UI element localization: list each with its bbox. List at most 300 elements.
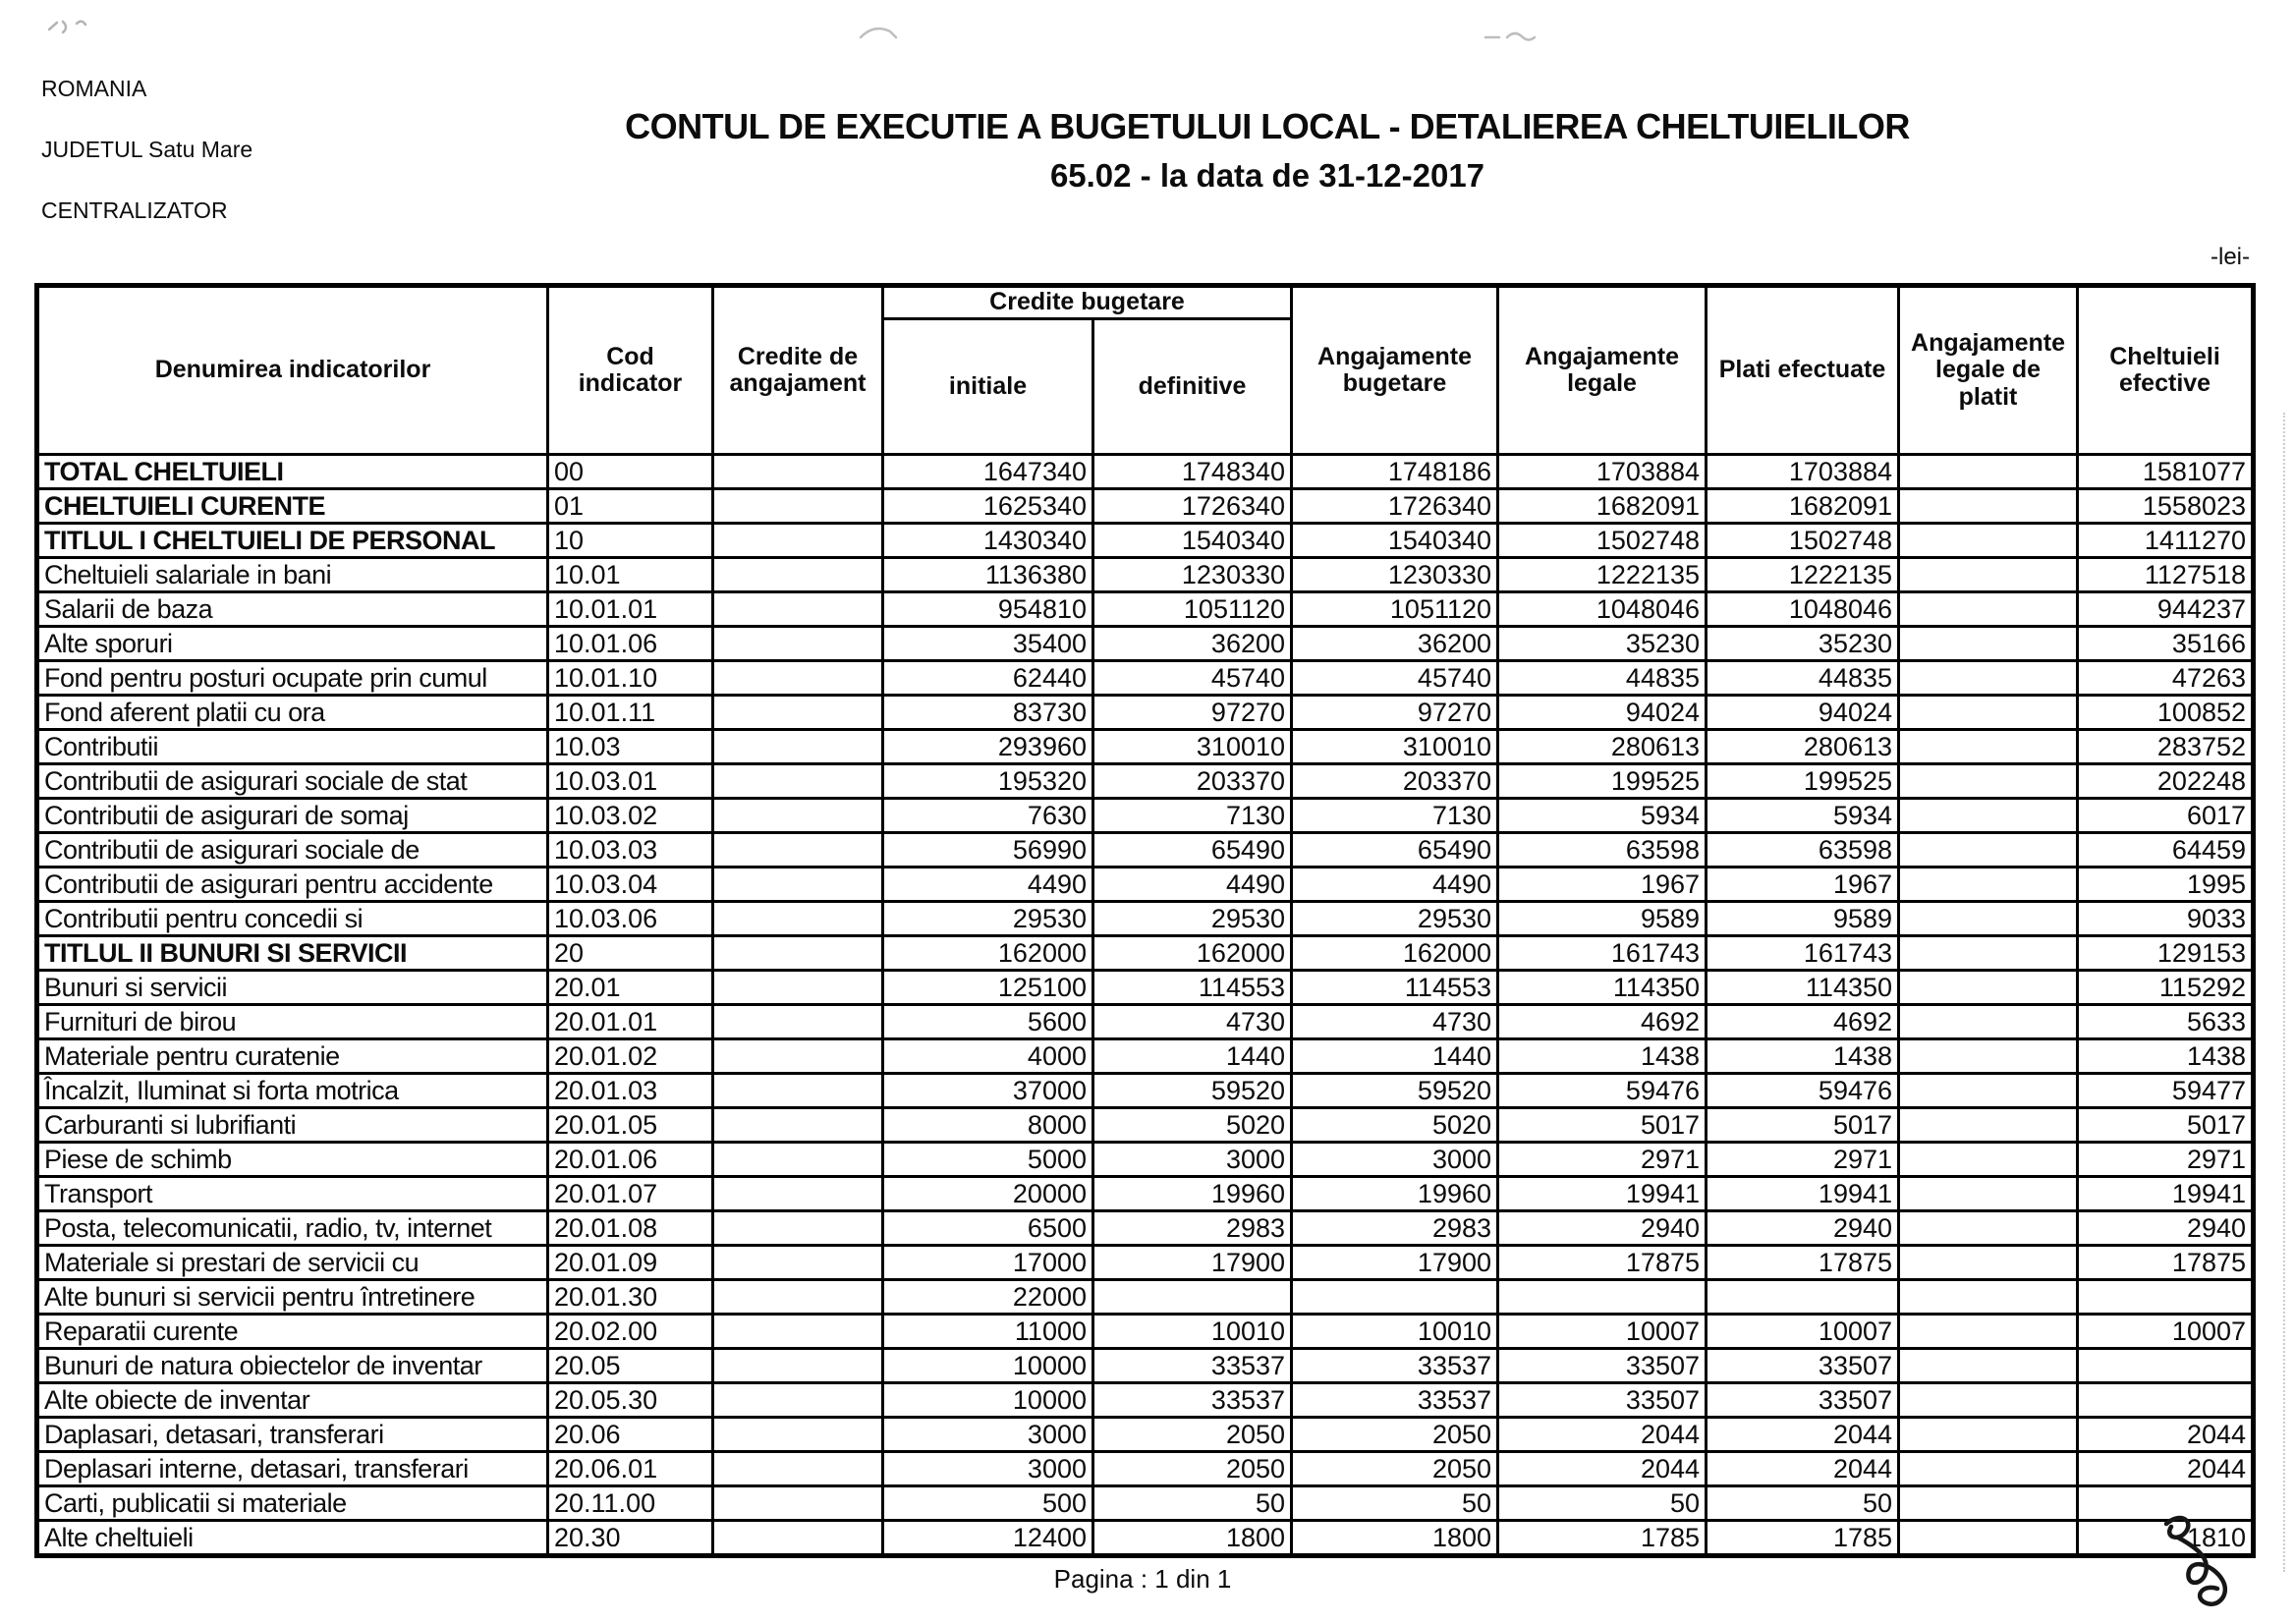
value-cell-angajamente_legale: 1703884 bbox=[1498, 455, 1707, 489]
value-cell-angajamente_legale: 33507 bbox=[1498, 1349, 1707, 1383]
table-row bbox=[37, 524, 2254, 558]
value-cell-cheltuieli_efective: 129153 bbox=[2078, 936, 2254, 971]
value-cell-angajamente_bugetare: 2050 bbox=[1292, 1418, 1498, 1452]
table-row bbox=[37, 936, 2254, 971]
value-cell-definitive: 65490 bbox=[1093, 833, 1292, 868]
scan-smudge bbox=[1482, 26, 1550, 47]
value-cell-angajamente_legale_de_platit bbox=[1899, 1521, 2078, 1556]
indicator-name-cell: Contributii de asigurari pentru accidente bbox=[37, 868, 548, 902]
value-cell-angajamente_bugetare: 1800 bbox=[1292, 1521, 1498, 1556]
indicator-code-cell: 01 bbox=[548, 489, 713, 524]
value-cell-cheltuieli_efective: 944237 bbox=[2078, 592, 2254, 627]
value-cell-definitive: 1230330 bbox=[1093, 558, 1292, 592]
value-cell-angajamente_bugetare: 4730 bbox=[1292, 1005, 1498, 1039]
value-cell-initiale: 10000 bbox=[883, 1383, 1093, 1418]
table-row bbox=[37, 592, 2254, 627]
indicator-code-cell: 10.03 bbox=[548, 730, 713, 764]
value-cell-initiale: 195320 bbox=[883, 764, 1093, 799]
scan-smudge bbox=[857, 22, 916, 47]
col-header-plati-efectuate: Plati efectuate bbox=[1707, 286, 1899, 455]
value-cell-cheltuieli_efective: 1127518 bbox=[2078, 558, 2254, 592]
value-cell-angajamente_legale: 280613 bbox=[1498, 730, 1707, 764]
value-cell-angajamente_legale_de_platit bbox=[1899, 524, 2078, 558]
value-cell-initiale: 4490 bbox=[883, 868, 1093, 902]
value-cell-plati_efectuate: 5934 bbox=[1707, 799, 1899, 833]
col-group-credite-bugetare: Credite bugetare bbox=[883, 286, 1292, 319]
indicator-code-cell: 10.03.01 bbox=[548, 764, 713, 799]
value-cell-angajamente_bugetare: 65490 bbox=[1292, 833, 1498, 868]
value-cell-cheltuieli_efective: 202248 bbox=[2078, 764, 2254, 799]
indicator-code-cell: 10.03.02 bbox=[548, 799, 713, 833]
table-row bbox=[37, 1143, 2254, 1177]
table-row bbox=[37, 1108, 2254, 1143]
value-cell-angajamente_legale: 114350 bbox=[1498, 971, 1707, 1005]
value-cell-angajamente_legale: 4692 bbox=[1498, 1005, 1707, 1039]
value-cell-initiale: 10000 bbox=[883, 1349, 1093, 1383]
value-cell-angajamente_legale: 1682091 bbox=[1498, 489, 1707, 524]
col-header-credite-angajament: Credite de angajament bbox=[713, 286, 883, 455]
value-cell-credite_angajament bbox=[713, 971, 883, 1005]
indicator-name-cell: Contributii de asigurari sociale de bbox=[37, 833, 548, 868]
indicator-code-cell: 20.02.00 bbox=[548, 1315, 713, 1349]
value-cell-credite_angajament bbox=[713, 696, 883, 730]
value-cell-initiale: 954810 bbox=[883, 592, 1093, 627]
value-cell-definitive: 2983 bbox=[1093, 1211, 1292, 1246]
scan-margin-artifact bbox=[2283, 413, 2285, 1572]
value-cell-angajamente_legale: 19941 bbox=[1498, 1177, 1707, 1211]
value-cell-definitive: 1748340 bbox=[1093, 455, 1292, 489]
document-title bbox=[285, 106, 2250, 195]
value-cell-cheltuieli_efective: 2940 bbox=[2078, 1211, 2254, 1246]
value-cell-cheltuieli_efective bbox=[2078, 1349, 2254, 1383]
currency-note: -lei- bbox=[2211, 244, 2250, 270]
value-cell-credite_angajament bbox=[713, 1108, 883, 1143]
indicator-code-cell: 10.01.11 bbox=[548, 696, 713, 730]
col-header-angajamente-legale-de-platit: Angajamente legale de platit bbox=[1899, 286, 2078, 455]
scan-smudge bbox=[43, 12, 112, 41]
indicator-name-cell: Alte cheltuieli bbox=[37, 1521, 548, 1556]
value-cell-definitive: 310010 bbox=[1093, 730, 1292, 764]
table-row bbox=[37, 455, 2254, 489]
value-cell-angajamente_legale_de_platit bbox=[1899, 1246, 2078, 1280]
value-cell-angajamente_legale: 35230 bbox=[1498, 627, 1707, 661]
table-row bbox=[37, 1280, 2254, 1315]
table-row bbox=[37, 1177, 2254, 1211]
indicator-name-cell: Salarii de baza bbox=[37, 592, 548, 627]
value-cell-angajamente_legale_de_platit bbox=[1899, 1074, 2078, 1108]
value-cell-angajamente_bugetare: 59520 bbox=[1292, 1074, 1498, 1108]
value-cell-definitive: 10010 bbox=[1093, 1315, 1292, 1349]
value-cell-plati_efectuate: 10007 bbox=[1707, 1315, 1899, 1349]
value-cell-angajamente_legale: 33507 bbox=[1498, 1383, 1707, 1418]
indicator-code-cell: 20.01.30 bbox=[548, 1280, 713, 1315]
value-cell-angajamente_legale: 5017 bbox=[1498, 1108, 1707, 1143]
value-cell-initiale: 7630 bbox=[883, 799, 1093, 833]
value-cell-credite_angajament bbox=[713, 661, 883, 696]
value-cell-plati_efectuate: 5017 bbox=[1707, 1108, 1899, 1143]
value-cell-angajamente_bugetare: 4490 bbox=[1292, 868, 1498, 902]
indicator-name-cell: TITLUL I CHELTUIELI DE PERSONAL bbox=[37, 524, 548, 558]
value-cell-angajamente_legale: 2044 bbox=[1498, 1452, 1707, 1486]
value-cell-definitive: 4490 bbox=[1093, 868, 1292, 902]
indicator-code-cell: 20.01.06 bbox=[548, 1143, 713, 1177]
value-cell-definitive: 29530 bbox=[1093, 902, 1292, 936]
value-cell-initiale: 22000 bbox=[883, 1280, 1093, 1315]
value-cell-plati_efectuate: 35230 bbox=[1707, 627, 1899, 661]
value-cell-cheltuieli_efective: 47263 bbox=[2078, 661, 2254, 696]
value-cell-angajamente_legale: 10007 bbox=[1498, 1315, 1707, 1349]
value-cell-angajamente_legale: 63598 bbox=[1498, 833, 1707, 868]
value-cell-initiale: 37000 bbox=[883, 1074, 1093, 1108]
value-cell-definitive: 4730 bbox=[1093, 1005, 1292, 1039]
table-row bbox=[37, 764, 2254, 799]
value-cell-plati_efectuate: 2940 bbox=[1707, 1211, 1899, 1246]
value-cell-angajamente_legale: 44835 bbox=[1498, 661, 1707, 696]
page-number: Pagina : 1 din 1 bbox=[1053, 1564, 1232, 1594]
value-cell-definitive: 33537 bbox=[1093, 1383, 1292, 1418]
letterhead-centralizator: CENTRALIZATOR bbox=[41, 197, 228, 224]
value-cell-plati_efectuate: 199525 bbox=[1707, 764, 1899, 799]
value-cell-credite_angajament bbox=[713, 833, 883, 868]
col-header-denumirea: Denumirea indicatorilor bbox=[37, 286, 548, 455]
value-cell-initiale: 3000 bbox=[883, 1418, 1093, 1452]
value-cell-credite_angajament bbox=[713, 1211, 883, 1246]
indicator-code-cell: 20.01.08 bbox=[548, 1211, 713, 1246]
indicator-name-cell: CHELTUIELI CURENTE bbox=[37, 489, 548, 524]
value-cell-initiale: 125100 bbox=[883, 971, 1093, 1005]
value-cell-angajamente_bugetare: 2050 bbox=[1292, 1452, 1498, 1486]
value-cell-cheltuieli_efective: 1581077 bbox=[2078, 455, 2254, 489]
value-cell-initiale: 5600 bbox=[883, 1005, 1093, 1039]
value-cell-cheltuieli_efective: 100852 bbox=[2078, 696, 2254, 730]
value-cell-plati_efectuate: 94024 bbox=[1707, 696, 1899, 730]
indicator-name-cell: Fond aferent platii cu ora bbox=[37, 696, 548, 730]
value-cell-initiale: 35400 bbox=[883, 627, 1093, 661]
indicator-name-cell: Materiale si prestari de servicii cu bbox=[37, 1246, 548, 1280]
value-cell-definitive: 162000 bbox=[1093, 936, 1292, 971]
value-cell-angajamente_legale_de_platit bbox=[1899, 1143, 2078, 1177]
value-cell-definitive: 7130 bbox=[1093, 799, 1292, 833]
indicator-name-cell: TOTAL CHELTUIELI bbox=[37, 455, 548, 489]
letterhead-county: JUDETUL Satu Mare bbox=[41, 137, 253, 163]
value-cell-angajamente_legale: 2971 bbox=[1498, 1143, 1707, 1177]
indicator-code-cell: 10.03.04 bbox=[548, 868, 713, 902]
value-cell-plati_efectuate: 114350 bbox=[1707, 971, 1899, 1005]
value-cell-plati_efectuate: 1682091 bbox=[1707, 489, 1899, 524]
value-cell-credite_angajament bbox=[713, 1315, 883, 1349]
value-cell-definitive: 2050 bbox=[1093, 1452, 1292, 1486]
value-cell-definitive: 36200 bbox=[1093, 627, 1292, 661]
value-cell-cheltuieli_efective: 1810 bbox=[2078, 1521, 2254, 1556]
value-cell-angajamente_legale_de_platit bbox=[1899, 1452, 2078, 1486]
value-cell-definitive: 2050 bbox=[1093, 1418, 1292, 1452]
value-cell-credite_angajament bbox=[713, 799, 883, 833]
value-cell-plati_efectuate: 2044 bbox=[1707, 1418, 1899, 1452]
indicator-name-cell: Deplasari interne, detasari, transferari bbox=[37, 1452, 548, 1486]
value-cell-initiale: 1647340 bbox=[883, 455, 1093, 489]
indicator-code-cell: 20.01 bbox=[548, 971, 713, 1005]
value-cell-angajamente_legale: 1785 bbox=[1498, 1521, 1707, 1556]
value-cell-credite_angajament bbox=[713, 1039, 883, 1074]
value-cell-credite_angajament bbox=[713, 524, 883, 558]
value-cell-plati_efectuate: 280613 bbox=[1707, 730, 1899, 764]
value-cell-initiale: 20000 bbox=[883, 1177, 1093, 1211]
indicator-code-cell: 10.03.06 bbox=[548, 902, 713, 936]
value-cell-angajamente_legale_de_platit bbox=[1899, 627, 2078, 661]
value-cell-definitive: 1051120 bbox=[1093, 592, 1292, 627]
value-cell-initiale: 4000 bbox=[883, 1039, 1093, 1074]
value-cell-angajamente_legale_de_platit bbox=[1899, 1315, 2078, 1349]
value-cell-initiale: 11000 bbox=[883, 1315, 1093, 1349]
indicator-code-cell: 20.30 bbox=[548, 1521, 713, 1556]
budget-table bbox=[34, 283, 2256, 1558]
value-cell-credite_angajament bbox=[713, 1452, 883, 1486]
value-cell-initiale: 500 bbox=[883, 1486, 1093, 1521]
value-cell-cheltuieli_efective: 6017 bbox=[2078, 799, 2254, 833]
table-row bbox=[37, 730, 2254, 764]
value-cell-credite_angajament bbox=[713, 1074, 883, 1108]
value-cell-initiale: 162000 bbox=[883, 936, 1093, 971]
value-cell-plati_efectuate: 1502748 bbox=[1707, 524, 1899, 558]
value-cell-angajamente_legale_de_platit bbox=[1899, 833, 2078, 868]
indicator-name-cell: Contributii bbox=[37, 730, 548, 764]
value-cell-initiale: 56990 bbox=[883, 833, 1093, 868]
value-cell-angajamente_legale: 9589 bbox=[1498, 902, 1707, 936]
value-cell-plati_efectuate: 1438 bbox=[1707, 1039, 1899, 1074]
value-cell-plati_efectuate: 1785 bbox=[1707, 1521, 1899, 1556]
indicator-name-cell: Bunuri si servicii bbox=[37, 971, 548, 1005]
value-cell-angajamente_bugetare: 5020 bbox=[1292, 1108, 1498, 1143]
col-header-cheltuieli-efective: Cheltuieli efective bbox=[2078, 286, 2254, 455]
col-header-initiale: initiale bbox=[883, 319, 1093, 455]
indicator-code-cell: 20 bbox=[548, 936, 713, 971]
table-row bbox=[37, 489, 2254, 524]
table-row bbox=[37, 799, 2254, 833]
value-cell-cheltuieli_efective: 5017 bbox=[2078, 1108, 2254, 1143]
value-cell-initiale: 83730 bbox=[883, 696, 1093, 730]
value-cell-angajamente_legale_de_platit bbox=[1899, 558, 2078, 592]
indicator-name-cell: Alte sporuri bbox=[37, 627, 548, 661]
value-cell-angajamente_legale_de_platit bbox=[1899, 902, 2078, 936]
value-cell-cheltuieli_efective: 115292 bbox=[2078, 971, 2254, 1005]
value-cell-initiale: 3000 bbox=[883, 1452, 1093, 1486]
value-cell-cheltuieli_efective: 1558023 bbox=[2078, 489, 2254, 524]
value-cell-plati_efectuate: 2971 bbox=[1707, 1143, 1899, 1177]
value-cell-plati_efectuate: 1703884 bbox=[1707, 455, 1899, 489]
value-cell-cheltuieli_efective: 19941 bbox=[2078, 1177, 2254, 1211]
value-cell-angajamente_bugetare: 17900 bbox=[1292, 1246, 1498, 1280]
indicator-name-cell: TITLUL II BUNURI SI SERVICII bbox=[37, 936, 548, 971]
value-cell-credite_angajament bbox=[713, 1418, 883, 1452]
value-cell-plati_efectuate: 19941 bbox=[1707, 1177, 1899, 1211]
value-cell-cheltuieli_efective bbox=[2078, 1280, 2254, 1315]
value-cell-definitive: 97270 bbox=[1093, 696, 1292, 730]
value-cell-credite_angajament bbox=[713, 764, 883, 799]
value-cell-credite_angajament bbox=[713, 1486, 883, 1521]
indicator-name-cell: Alte obiecte de inventar bbox=[37, 1383, 548, 1418]
table-header bbox=[37, 286, 2254, 455]
value-cell-credite_angajament bbox=[713, 1349, 883, 1383]
value-cell-angajamente_bugetare: 97270 bbox=[1292, 696, 1498, 730]
value-cell-angajamente_bugetare: 7130 bbox=[1292, 799, 1498, 833]
value-cell-angajamente_legale_de_platit bbox=[1899, 1486, 2078, 1521]
value-cell-angajamente_legale_de_platit bbox=[1899, 1108, 2078, 1143]
value-cell-cheltuieli_efective: 283752 bbox=[2078, 730, 2254, 764]
table-row bbox=[37, 1486, 2254, 1521]
title-line-2: 65.02 - la data de 31-12-2017 bbox=[1049, 157, 1485, 194]
value-cell-initiale: 29530 bbox=[883, 902, 1093, 936]
value-cell-angajamente_bugetare: 1051120 bbox=[1292, 592, 1498, 627]
indicator-name-cell: Materiale pentru curatenie bbox=[37, 1039, 548, 1074]
value-cell-angajamente_bugetare: 33537 bbox=[1292, 1383, 1498, 1418]
value-cell-credite_angajament bbox=[713, 627, 883, 661]
value-cell-angajamente_legale_de_platit bbox=[1899, 696, 2078, 730]
value-cell-angajamente_legale bbox=[1498, 1280, 1707, 1315]
table-row bbox=[37, 971, 2254, 1005]
value-cell-definitive bbox=[1093, 1280, 1292, 1315]
value-cell-angajamente_bugetare: 50 bbox=[1292, 1486, 1498, 1521]
value-cell-plati_efectuate: 161743 bbox=[1707, 936, 1899, 971]
value-cell-plati_efectuate: 63598 bbox=[1707, 833, 1899, 868]
indicator-code-cell: 10.01.01 bbox=[548, 592, 713, 627]
value-cell-credite_angajament bbox=[713, 455, 883, 489]
value-cell-initiale: 12400 bbox=[883, 1521, 1093, 1556]
value-cell-angajamente_legale_de_platit bbox=[1899, 1383, 2078, 1418]
indicator-name-cell: Bunuri de natura obiectelor de inventar bbox=[37, 1349, 548, 1383]
indicator-code-cell: 10.01 bbox=[548, 558, 713, 592]
indicator-code-cell: 20.06.01 bbox=[548, 1452, 713, 1486]
value-cell-angajamente_bugetare: 36200 bbox=[1292, 627, 1498, 661]
table-row bbox=[37, 1246, 2254, 1280]
indicator-name-cell: Încalzit, Iluminat si forta motrica bbox=[37, 1074, 548, 1108]
value-cell-cheltuieli_efective: 2044 bbox=[2078, 1452, 2254, 1486]
indicator-name-cell: Furnituri de birou bbox=[37, 1005, 548, 1039]
value-cell-angajamente_legale: 1967 bbox=[1498, 868, 1707, 902]
indicator-code-cell: 20.01.05 bbox=[548, 1108, 713, 1143]
value-cell-angajamente_legale: 2940 bbox=[1498, 1211, 1707, 1246]
value-cell-angajamente_legale_de_platit bbox=[1899, 1039, 2078, 1074]
value-cell-definitive: 1540340 bbox=[1093, 524, 1292, 558]
value-cell-credite_angajament bbox=[713, 1005, 883, 1039]
value-cell-credite_angajament bbox=[713, 1521, 883, 1556]
indicator-code-cell: 20.06 bbox=[548, 1418, 713, 1452]
table-row bbox=[37, 1418, 2254, 1452]
value-cell-angajamente_legale_de_platit bbox=[1899, 799, 2078, 833]
value-cell-angajamente_legale_de_platit bbox=[1899, 1177, 2078, 1211]
value-cell-angajamente_bugetare: 1230330 bbox=[1292, 558, 1498, 592]
indicator-code-cell: 00 bbox=[548, 455, 713, 489]
value-cell-angajamente_bugetare: 1748186 bbox=[1292, 455, 1498, 489]
indicator-name-cell: Cheltuieli salariale in bani bbox=[37, 558, 548, 592]
value-cell-angajamente_bugetare: 114553 bbox=[1292, 971, 1498, 1005]
value-cell-cheltuieli_efective: 17875 bbox=[2078, 1246, 2254, 1280]
col-header-angajamente-legale: Angajamente legale bbox=[1498, 286, 1707, 455]
value-cell-definitive: 45740 bbox=[1093, 661, 1292, 696]
value-cell-cheltuieli_efective: 1438 bbox=[2078, 1039, 2254, 1074]
value-cell-credite_angajament bbox=[713, 936, 883, 971]
value-cell-angajamente_legale_de_platit bbox=[1899, 1280, 2078, 1315]
value-cell-angajamente_bugetare: 162000 bbox=[1292, 936, 1498, 971]
value-cell-angajamente_legale_de_platit bbox=[1899, 661, 2078, 696]
value-cell-angajamente_bugetare: 19960 bbox=[1292, 1177, 1498, 1211]
table-row bbox=[37, 1383, 2254, 1418]
value-cell-cheltuieli_efective: 1995 bbox=[2078, 868, 2254, 902]
value-cell-initiale: 62440 bbox=[883, 661, 1093, 696]
value-cell-plati_efectuate: 33507 bbox=[1707, 1383, 1899, 1418]
indicator-name-cell: Contributii de asigurari de somaj bbox=[37, 799, 548, 833]
value-cell-cheltuieli_efective: 64459 bbox=[2078, 833, 2254, 868]
value-cell-cheltuieli_efective: 59477 bbox=[2078, 1074, 2254, 1108]
value-cell-credite_angajament bbox=[713, 558, 883, 592]
value-cell-angajamente_legale_de_platit bbox=[1899, 1418, 2078, 1452]
value-cell-definitive: 3000 bbox=[1093, 1143, 1292, 1177]
table-body bbox=[37, 455, 2254, 1556]
indicator-name-cell: Reparatii curente bbox=[37, 1315, 548, 1349]
indicator-name-cell: Transport bbox=[37, 1177, 548, 1211]
indicator-code-cell: 10 bbox=[548, 524, 713, 558]
value-cell-definitive: 1440 bbox=[1093, 1039, 1292, 1074]
value-cell-definitive: 203370 bbox=[1093, 764, 1292, 799]
value-cell-initiale: 17000 bbox=[883, 1246, 1093, 1280]
value-cell-angajamente_legale_de_platit bbox=[1899, 592, 2078, 627]
col-header-angajamente-bugetare: Angajamente bugetare bbox=[1292, 286, 1498, 455]
value-cell-plati_efectuate: 1222135 bbox=[1707, 558, 1899, 592]
signature-scribble bbox=[2147, 1508, 2260, 1624]
table-row bbox=[37, 868, 2254, 902]
value-cell-cheltuieli_efective: 10007 bbox=[2078, 1315, 2254, 1349]
value-cell-plati_efectuate: 50 bbox=[1707, 1486, 1899, 1521]
table-row bbox=[37, 1074, 2254, 1108]
value-cell-angajamente_legale_de_platit bbox=[1899, 936, 2078, 971]
value-cell-credite_angajament bbox=[713, 868, 883, 902]
value-cell-plati_efectuate bbox=[1707, 1280, 1899, 1315]
value-cell-cheltuieli_efective bbox=[2078, 1383, 2254, 1418]
value-cell-angajamente_bugetare: 33537 bbox=[1292, 1349, 1498, 1383]
indicator-code-cell: 20.11.00 bbox=[548, 1486, 713, 1521]
value-cell-angajamente_bugetare: 45740 bbox=[1292, 661, 1498, 696]
letterhead bbox=[41, 43, 252, 256]
value-cell-initiale: 8000 bbox=[883, 1108, 1093, 1143]
table-row bbox=[37, 1211, 2254, 1246]
col-header-definitive: definitive bbox=[1093, 319, 1292, 455]
value-cell-definitive: 59520 bbox=[1093, 1074, 1292, 1108]
value-cell-plati_efectuate: 4692 bbox=[1707, 1005, 1899, 1039]
indicator-code-cell: 10.03.03 bbox=[548, 833, 713, 868]
indicator-name-cell: Alte bunuri si servicii pentru întretinere bbox=[37, 1280, 548, 1315]
value-cell-credite_angajament bbox=[713, 730, 883, 764]
value-cell-angajamente_legale_de_platit bbox=[1899, 489, 2078, 524]
value-cell-plati_efectuate: 1048046 bbox=[1707, 592, 1899, 627]
table-row bbox=[37, 1349, 2254, 1383]
value-cell-definitive: 50 bbox=[1093, 1486, 1292, 1521]
table-row bbox=[37, 833, 2254, 868]
value-cell-angajamente_legale_de_platit bbox=[1899, 971, 2078, 1005]
indicator-name-cell: Daplasari, detasari, transferari bbox=[37, 1418, 548, 1452]
value-cell-cheltuieli_efective: 5633 bbox=[2078, 1005, 2254, 1039]
value-cell-angajamente_legale_de_platit bbox=[1899, 1005, 2078, 1039]
value-cell-credite_angajament bbox=[713, 592, 883, 627]
value-cell-cheltuieli_efective: 9033 bbox=[2078, 902, 2254, 936]
value-cell-angajamente_legale: 59476 bbox=[1498, 1074, 1707, 1108]
value-cell-credite_angajament bbox=[713, 1246, 883, 1280]
value-cell-angajamente_legale: 1048046 bbox=[1498, 592, 1707, 627]
value-cell-plati_efectuate: 2044 bbox=[1707, 1452, 1899, 1486]
value-cell-plati_efectuate: 1967 bbox=[1707, 868, 1899, 902]
value-cell-initiale: 6500 bbox=[883, 1211, 1093, 1246]
indicator-code-cell: 10.01.06 bbox=[548, 627, 713, 661]
value-cell-angajamente_legale: 199525 bbox=[1498, 764, 1707, 799]
value-cell-credite_angajament bbox=[713, 1143, 883, 1177]
